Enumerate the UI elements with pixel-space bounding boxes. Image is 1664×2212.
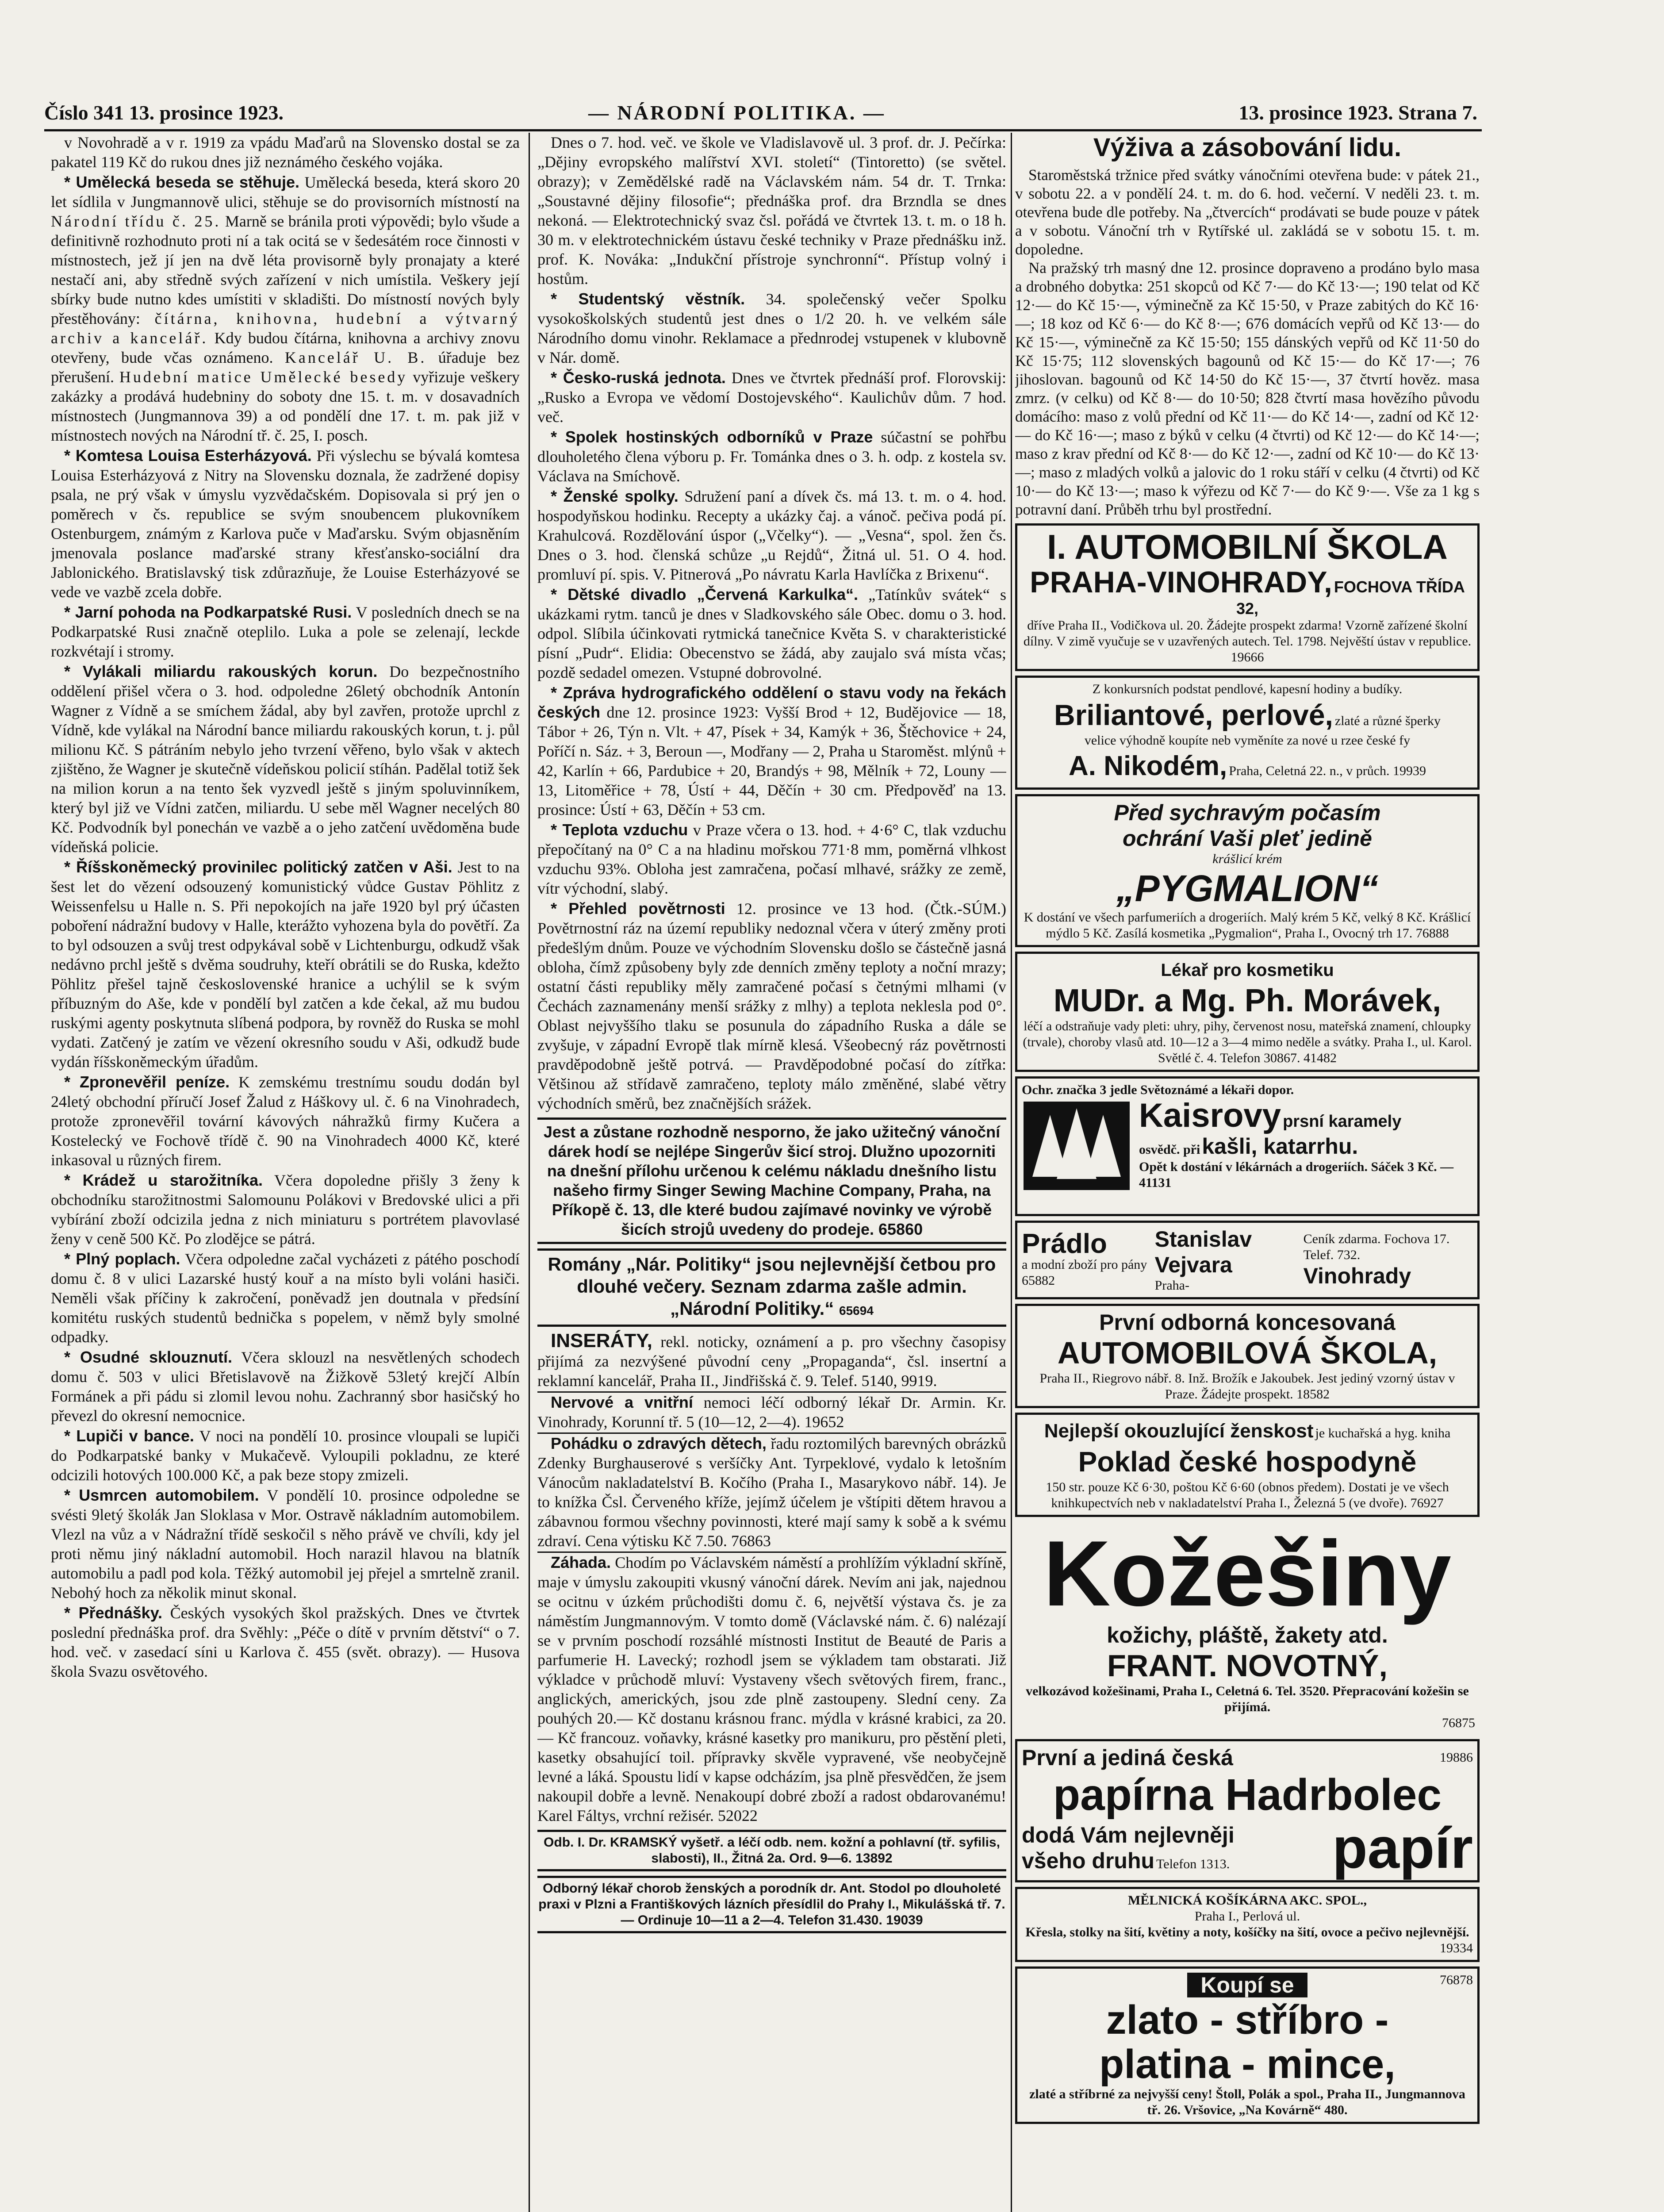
ad-number: 76875 (1442, 1716, 1475, 1730)
ad-text: Ochr. značka 3 jedle Světoznámé a lékaři dopor. (1022, 1083, 1294, 1097)
ad-koupi-se (1015, 1966, 1480, 2124)
ad-title: Nejlepší okouzlující ženskost (1044, 1420, 1314, 1442)
news-text: „Tatínkův svátek“ s ukázkami rytm. tanců je dnes v Sladkovského sále Obec. domu o 3. hod. odpol. Slíbila účinkovati rytmická tanečnice Květa S. v charakteristické písní „Pudr“. Elidia: Obecenstvo se žádá, aby zaujalo svá místa včas; pozdě sedadel omezen. Vstupné dobrovolné. (537, 586, 1006, 681)
column-divider-2 (1011, 133, 1012, 2212)
romany-notice (537, 1248, 1006, 1327)
news-heading: * Spolek hostinských odborníků v Praze (551, 428, 873, 446)
news-item-jarni-pohoda (51, 603, 520, 661)
news-text: Včera dopoledne přišly 3 ženy k obchodníku starožitnostmi Salomounu Polákovi v Bredovské ulici a při vybírání zboží odcizila jedna z nich miniaturu s portrétem plavovlasé ženy v ceně 500 Kč. Po zlodějce se pátrá. (51, 1171, 520, 1248)
news-text: Sdružení paní a dívek čs. má 13. t. m. o 4. hod. hospodyňskou hodinku. Recepty a ukázky čaj. a vánoč. pečiva podá pí. Krahulcová. Rozdělování úspor („Včelky“). — „Vesna“, spol. žen čs. Dnes o 3. hod. členská schůze „u Rejdů“, Žitná ul. 51. O 4. hod. promluví pí. spis. V. Pitnerová „Po návratu Karla Havlíčka z Brixenu“. (537, 488, 1006, 583)
ad-title: I. AUTOMOBILNÍ ŠKOLA (1047, 527, 1448, 566)
news-heading: Pohádku o zdravých dětech, (551, 1434, 767, 1452)
news-item-zpronevera (51, 1072, 520, 1170)
column-2 (537, 133, 1006, 2212)
news-heading: * Říšskoněmecký provinilec politický zatčen v Aši. (64, 858, 452, 876)
ad-text: zlaté a různé šperky (1334, 714, 1441, 728)
ad-moravek (1015, 952, 1480, 1072)
news-text: rekl. noticky, oznámení a p. pro všechny časopisy přijímá za nezvýšené původní ceny „Propaganda“, čsl. insertní a reklamní kancelář, Praha II., Jindřišská č. 9. Telef. 5140, 9919. (537, 1333, 1006, 1390)
ad-text: kožichy, pláště, žakety atd. (1107, 1623, 1388, 1647)
news-heading: * Zpronevěřil peníze. (64, 1073, 230, 1091)
news-text: Včera sklouzl na nesvětlených schodech domu č. 503 v ulici Břetislavově na Žižkově 53letý krejčí Albín Formánek a při pádu si zlomil levou nohu. Zachranný sbor hasičský ho převezl do okresní nemocnice. (51, 1348, 520, 1425)
news-item-umelecka-beseda (51, 173, 520, 445)
ad-text: kašli, katarrhu. (1202, 1134, 1358, 1159)
news-heading: * Umělecká beseda se stěhuje. (64, 173, 300, 191)
news-item-sklouznuti (51, 1348, 520, 1425)
trznice-paragraph: Staroměstská tržnice před svátky vánočními otevřena bude: v pátek 21., v sobotu 22. a v pondělí 24. t. m. do 6. hod. večerní. V neděli 23. t. m. otevřena bude dle potřeby. Na „čtvercích“ prodávati se bude pouze v pátek a v sobotu. Vánoční trh v Rytířské ul. zakládá se v sobotu 15. t. m. dopoledne. (1015, 166, 1480, 258)
ad-brand: Prádlo (1022, 1229, 1107, 1259)
news-text: súčastní se pohřbu dlouholetého člena výboru p. Fr. Tománka dnes o 3. h. odp. z kostela sv. Václava na Smíchově. (537, 428, 1006, 485)
news-text: Marně se bránila proti výpovědi; bylo všude a definitivně rozhodnuto proti ní a tak ocitá se v šedesátém roce činnosti v místnostech, jež jí jen na dvě léta provisorně byly pronajaty a které nestačí ani, aby středně svých zařízení v nich umístila. Veškery její sbírky bude nutno kdes umístiti v skladišti. Do místností nových byly přestěhovány: (51, 212, 520, 327)
page-header (44, 101, 1477, 127)
ad-text: léčí a odstraňuje vady pleti: uhry, pihy, červenost nosu, mateřská znamení, chloupky (trvale), choroby vlasů atd. 10—12 a 3—4 mimo neděle a svátky. Praha I., ul. Karol. Světlé č. 4. Telefon 30867. 41482 (1023, 1019, 1472, 1065)
ad-brand: papírna Hadrbolec (1053, 1770, 1442, 1820)
news-text: Jest to na šest let do vězení odsouzený komunistický vůdce Gustav Pöhlitz z Weissenfelsu u Halle n. S. Při nepokojích na jaře 1920 byl prý účasten poboření nádražní budovy v Halle, kterážto vyhozena byla do povětří. Za to byl odsouzen a svůj trest odpykával sobě v Lichtenburgu, odkudž však nedávno prchl ještě s dvěma soudruhy, kteří obrátili se do Ruska, kdežto Pöhlitz přešel tajně československé hranice a uchýlil se k svým příbuzným do Aše, kde v pondělí byl zatčen a kde čekal, až mu budou ruskými agenty poskytnuta slíbená podpora, by rovněž do Ruska se mohl vydati. Zatčený je zatím ve vězení okresního soudu v Aši, odkudž bude vydán říšskoněmeckým úřadům. (51, 858, 520, 1071)
ad-text: Praha- (1154, 1278, 1189, 1293)
ad-text: Opět k dostání v lékárnách a drogeriích. Sáček 3 Kč. — 41131 (1139, 1160, 1454, 1190)
column-1 (51, 133, 520, 2212)
ad-text: K dostání ve všech parfumeriích a drogeriích. Malý krém 5 Kč, velký 8 Kč. Krášlicí mýdlo 5 Kč. Zasílá kosmetika „Pygmalion“, Praha I., Ovocný trh 17. 76888 (1024, 910, 1471, 941)
news-heading: * Jarní pohoda na Podkarpatské Rusi. (64, 603, 352, 621)
ad-text: velkozávod kožešinami, Praha I., Celetná 6. Tel. 3520. Přepracování kožešin se přijímá. (1026, 1684, 1469, 1714)
ad-hadrbolec (1015, 1739, 1480, 1882)
news-heading: * Komtesa Louisa Esterházyová. (64, 446, 312, 465)
page-info: 13. prosince 1923. Strana 7. (1238, 101, 1477, 124)
ad-address: Praha, Celetná 22. n., v průch. 19939 (1229, 764, 1426, 778)
ad-brand: platina - mince, (1099, 2042, 1396, 2087)
news-text: Kancelář U. B. (284, 349, 427, 366)
news-text: V noci na pondělí 10. prosince vloupali se lupiči do Podkarpatské banky v Mukačevě. Vyloupili pokladnu, ze které odcizili hotových 100.000 Kč, a pak beze stopy zmizeli. (51, 1427, 520, 1484)
news-text: vyřizuje veškery zakázky a prodává hudebniny do soboty dne 15. t. m. v dosavadních místnostech (Jungmannova 39) a od pondělí dne 17. t. m. pak již v místnostech nových na Národní tř. č. 25, I. posch. (51, 368, 520, 444)
ad-text: Telefon 1313. (1156, 1857, 1230, 1871)
news-item-prednasky (51, 1603, 520, 1681)
notice-text: Romány „Nár. Politiky“ jsou nejlevnější četbou pro dlouhé večery. Seznam zdarma zašle admin. „Národní Politiky.“ (548, 1254, 996, 1319)
news-heading: * Krádež u starožitníka. (64, 1171, 263, 1189)
ad-text: a modní zboží pro pány 65882 (1022, 1257, 1147, 1288)
news-text: 34. společenský večer Spolku vysokoškolských studentů jest dnes o 1/2 20. h. ve velkém sále Národního domu vinohr. Reklamace a přednrodej vstupenek v klubovně v Nár. domě. (537, 290, 1006, 366)
ad-text: prsní karamely (1283, 1112, 1402, 1131)
column-3 (1015, 133, 1480, 2212)
ad-brand-papir: papír (1332, 1816, 1473, 1880)
ad-brand: Poklad české hospodyně (1078, 1446, 1417, 1478)
ad-brand: Kaisrovy (1139, 1097, 1281, 1134)
ad-brand: Kožešiny (1043, 1521, 1451, 1625)
ad-text: Ceník zdarma. Fochova 17. Telef. 732. (1303, 1232, 1450, 1262)
ad-brand: A. Nikodém, (1068, 751, 1227, 781)
stodol-ad: Odborný lékař chorob ženských a porodník dr. Ant. Stodol po dlouholeté praxi v Plzni a Františkových lázních přesídlil do Prahy I., Mikulášská tř. 7. — Ordinuje 10—11 a 2—4. Telefon 31.430. 19039 (537, 1876, 1006, 1933)
ad-title: Stanislav Vejvara (1154, 1227, 1252, 1277)
news-heading: * Vylákali miliardu rakouských korun. (64, 662, 378, 680)
news-text: v Praze včera o 13. hod. + 4·6° C, tlak vzduchu přepočítaný na 0° C a na hladinu mořskou 771·8 mm, poměrná vlhkost vzduchu 93%. Obloha jest zamračena, počasí mlhavé, srážky ze země, vítr východní, slabý. (537, 821, 1006, 897)
ad-slogan: Před sychravým počasím (1114, 800, 1381, 825)
news-heading: * Zpráva hydrografického oddělení o stavu vody na řekách českých (537, 684, 1006, 721)
ad-number: 19886 (1440, 1750, 1473, 1765)
news-heading: * Lupiči v bance. (64, 1427, 194, 1445)
fir-trees-icon (1024, 1102, 1130, 1190)
news-heading: * Usmrcen automobilem. (64, 1486, 259, 1504)
news-text: dne 12. prosince 1923: Vyšší Brod + 12, Budějovice — 18, Tábor + 26, Týn n. Vlt. + 47, Písek + 34, Kamýk + 36, Štěchovice + 24, Poříčí n. Sáz. + 3, Beroun —, Modřany — 2, Praha u Staroměst. mlýnů + 42, Karlín + 66, Pardubice + 20, Brandýs + 98, Mělník + 72, Louny — 13, Litoměřice + 78, Ústí + 44, Děčín + 30 cm. Předpověď na 13. prosince: Ústí + 63, Děčín + 53 cm. (537, 703, 1006, 818)
news-item-studentsky (537, 289, 1006, 367)
ad-number: 19334 (1440, 1941, 1473, 1955)
news-item-usmrcen (51, 1486, 520, 1602)
ad-title: Lékař pro kosmetiku (1161, 960, 1334, 980)
ad-text: krášlicí krém (1212, 852, 1282, 866)
news-heading: Záhada. (551, 1553, 611, 1571)
news-item-lupici (51, 1426, 520, 1485)
news-item-nervove (537, 1391, 1006, 1432)
news-text: Dnes ve čtvrtek přednáší prof. Florovskij: „Rusko a Evropa ve vědomí Dostojevského“. Kaulichův dům. 7 hod. več. (537, 369, 1006, 426)
ad-kozesiny (1015, 1521, 1480, 1735)
ad-kosikarna (1015, 1887, 1480, 1962)
ad-text: dříve Praha II., Vodičkova ul. 20. Žádejte prospekt zdarma! Vzorně zařízené školní dílny. V zimě vyučuje se v uzavřených autech. Tel. 1798. Nejvěští ústav v republice. 19666 (1023, 618, 1472, 664)
ad-brand: zlato - stříbro - (1106, 1997, 1389, 2043)
ad-text: Praha II., Riegrovo nábř. 8. Inž. Brožík e Jakoubek. Jest jediný vzorný ústav v Praze. Žádejte prospekt. 18582 (1039, 1371, 1455, 1402)
news-text: K zemskému trestnímu soudu dodán byl 24letý obchodní příručí Josef Žalud z Háškovy ul. č. 6 na Vinohradech, protože zpronevěřil tovární kávových náhražků firmy Kučera a Kostelecký ve Fochově třídě č. 90 na Vinohradech 4000 Kč, které inkasoval u různých firem. (51, 1073, 520, 1169)
news-item-teplota (537, 820, 1006, 898)
singer-notice (537, 1118, 1006, 1244)
ad-text: Praha I., Perlová ul. (1194, 1909, 1300, 1924)
ad-title: MĚLNICKÁ KOŠÍKÁRNA AKC. SPOL., (1127, 1893, 1367, 1908)
news-item-poplach (51, 1249, 520, 1347)
news-item-povetrnost (537, 899, 1006, 1113)
ad-text: je kuchařská a hyg. kniha (1315, 1426, 1451, 1440)
news-heading: * Dětské divadlo „Červená Karkulka“. (551, 585, 859, 603)
ad-poklad (1015, 1413, 1480, 1517)
ad-text: všeho druhu (1022, 1848, 1155, 1873)
ad-address: FOCHOVA TŘÍDA 32, (1236, 578, 1465, 618)
ad-brand: MUDr. a Mg. Ph. Morávek, (1053, 983, 1442, 1018)
news-text: V pondělí 10. prosince odpoledne se svésti 9letý školák Jan Sloklasa v Mor. Ostravě nákladním automobilem. Vlezl na vůz a v Nádražní třídě seskočil s něho právě ve chvíli, kdy jel proti němu jiný nákladní automobil. Hoch narazil hlavou na blatník automobilu a padl pod kola. Těžký automobil jej přejel a smrtelně zranil. Nebohý hoch za několik minut skonal. (51, 1486, 520, 1601)
news-text: nemoci léčí odborný lékař Dr. Armin. Kr. Vinohrady, Korunní tř. 5 (10—12, 2—4). 19652 (537, 1394, 1006, 1431)
news-heading: * Osudné sklouznutí. (64, 1348, 232, 1366)
ad-title: První a jediná česká (1022, 1745, 1234, 1770)
column-divider-1 (529, 133, 530, 2212)
news-heading: * Studentský věstník. (551, 290, 745, 308)
ad-text: osvědč. při (1139, 1142, 1200, 1157)
notice-text: Jest a zůstane rozhodně nesporno, že jako užitečný vánoční dárek hodí se nejlépe Singerův šicí stroj. Dlužno upozorniti na dnešní přílohu určenou k celému nákladu dnešního listu našeho firmy Singer Sewing Machine Company, Praha, na Příkopě č. 13, dle které budou zajímavé novinky ve výrobě šicích strojů uvedeny do prodeje. (543, 1123, 1001, 1238)
news-text: Národní třídu č. 25. (51, 212, 221, 230)
news-text: V posledních dnech se na Podkarpatské Rusi značně oteplilo. Luka a pole se zelenají, leckde rozkvétají i stromy. (51, 603, 520, 660)
ad-title: FRANT. NOVOTNÝ, (1107, 1648, 1388, 1683)
ad-automobilova-skola (1015, 1304, 1480, 1408)
news-paragraph: v Novohradě a v r. 1919 za vpádu Maďarů na Slovensko dostal se za pakatel 119 Kč do rukou dnes již neznámého českého vojáka. (51, 134, 520, 171)
ad-slogan: ochrání Vaši pleť jedině (1123, 826, 1372, 851)
ad-title: Koupí se (1187, 1973, 1307, 1997)
news-text: Českých vysokých škol pražských. Dnes ve čtvrtek poslední přednáška prof. dra Svěhly: „Péče o dítě v prvním dětství“ o 7. hod. več. v zasedací síni u Karlova č. 455 (svět. obrazy). — Husova škola Svazu osvětového. (51, 1604, 520, 1680)
ad-text: zlaté a stříbrné za nejvyšší ceny! Štoll, Polák a spol., Praha II., Jungmannova tř. 26. Vršovice, „Na Kovárně“ 480. (1029, 2087, 1465, 2117)
ad-text: 150 str. pouze Kč 6·30, poštou Kč 6·60 (obnos předem). Dostati je ve všech knihkupectvích neb v nakladatelství Praha I., Železná 5 (ve dvoře). 76927 (1046, 1480, 1449, 1510)
news-item-kradez (51, 1171, 520, 1248)
ad-text: Vinohrady (1303, 1263, 1411, 1288)
news-text: úřaduje bez přerušení. (51, 349, 520, 386)
ad-nikodem (1015, 676, 1480, 790)
news-text: 12. prosince ve 13 hod. (Čtk.-SÚM.) Povětrnostní ráz na území republiky nedoznal včera v úterý změny proti předešlým dnům. Pouze ve východním Slovensku došlo se částečně jasná obloha, čímž způsobeny byly zde denních změny teploty a noční mrazy; ostatní části republiky měly zamračené počasí s četnými mlhami (v Čechách zaznamenány menší srážky z mlhy) a teplota neklesla pod 0°. Oblast nejvyššího tlaku se posunula do západního Ruska a dále se zvyšuje, v západní Evropě tlak mírně klesá. Všeobecný ráz povětrnosti pravděpodobně ještě potrvá. — Pravděpodobné počasí do zítřka: Většinou až střídavě zamračeno, teploty málo změněné, slabé větry východních směrů, bez značnějších srážek. (537, 900, 1006, 1112)
news-text: Hudební matice Umělecké besedy (119, 368, 408, 386)
news-text: Chodím po Václavském náměstí a prohlížím výkladní skříně, maje v úmyslu zakoupiti vkusný vánoční dárek. Nevím ani jak, najednou se ocitnu v úzkém průchodišti domu č. 6, největší výstava čs. je za náměstím Jungmannovým. V tomto domě (Václavské nám. č. 6) nalézají se v prvním poschodí rozsáhlé místnosti Institut de Beauté de Paris a parfumerie H. Lavecký; rozhodl jsem se výkladem tam obstarati. Již výkladce v průchodě mluví: Vystaveny všech světových firem, franc., anglických, amerických, jsou zde plně zastoupeny. Slední ceny. Za pouhých 20.— Kč dostanu krásnou franc. mýdla v krásné krabici, za 20.— Kč francouz. voňavky, krásné kasetky pro manikuru, pro pěstění pleti, kasetky obsahující toil. přípravky skvěle vypravené, vše neobyčejně levné a láká. Spoustu lidí v kapse odcházím, jsa plně přesvědčen, že jsem nakoupil dobře a levně. Nenakoupí dobré zboží a radost obdarovanému! Karel Fáltys, vrchní režisér. 52022 (537, 1554, 1006, 1824)
news-item-hydro (537, 683, 1006, 819)
ad-title: První odborná koncesovaná (1099, 1310, 1396, 1335)
ad-subtitle: PRAHA-VINOHRADY, (1030, 565, 1332, 599)
news-heading: * Přehled povětrnosti (551, 899, 725, 918)
issue-info: Číslo 341 13. prosince 1923. (44, 101, 284, 124)
ad-brand: AUTOMOBILOVÁ ŠKOLA, (1057, 1336, 1438, 1370)
ad-vejvara (1015, 1221, 1480, 1299)
news-text: Umělecká beseda, která skoro 20 let sídlila v Jungmannově ulici, stěhuje se do provisorních místností na (51, 173, 520, 211)
news-heading: * Ženské spolky. (551, 487, 679, 505)
ad-kaisrovy (1015, 1076, 1480, 1216)
news-text: řadu roztomilých barevných obrázků Zdenky Burghauserové s veršíčky Ant. Tyrpeklové, vydalo k letošním Vánocům nakladatelství B. Kočího (Praha I., Masarykovo nábř. 14). Je to knížka Čsl. Červeného kříže, jejímž účelem je vštípiti dětem hravou a zábavnou formou všechny povinnosti, které mají samy k sobě a k svému zdraví. Cena výtisku Kč 7.50. 76863 (537, 1435, 1006, 1550)
notice-number: 65694 (839, 1304, 874, 1317)
news-item-esterhazy (51, 446, 520, 602)
ad-title: Briliantové, perlové, (1054, 699, 1333, 731)
ad-text: Z konkursních podstat pendlové, kapesní hodiny a budíky. (1092, 682, 1403, 696)
news-item-zenske-spolky (537, 487, 1006, 584)
header-rule (44, 129, 1482, 131)
news-heading: * Teplota vzduchu (551, 821, 688, 839)
ad-automobilni-skola (1015, 523, 1480, 671)
news-item-pohadka (537, 1432, 1006, 1551)
kramsky-ad: Odb. I. Dr. KRAMSKÝ vyšetř. a léčí odb. nem. kožní a pohlavní (tř. syfilis, slabosti), II., Žitná 2a. Ord. 9—6. 13892 (537, 1830, 1006, 1871)
news-paragraph: Dnes o 7. hod. več. ve škole ve Vladislavově ul. 3 prof. dr. J. Pečírka: „Dějiny evropského malířství XVI. století“ (Tintoretto) (se světel. obrazy); v Zemědělské radě na Václavském nám. 54 dr. T. Trnka: „Soustavné dějiny filosofie“; přednáška prof. dra Brzndla se dnes nekoná. — Elektrotechnický svaz čsl. pořádá ve čtvrtek 13. t. m. o 18 h. 30 m. v elektrotechnickém ústavu české techniky v Praze přednášku inž. prof. K. Nováka: „Indukční přístroje synchronní“. Přístup volný i hostům. (537, 134, 1006, 288)
news-heading: * Česko-ruská jednota. (551, 369, 726, 387)
newspaper-title: — NÁRODNÍ POLITIKA. — (588, 101, 886, 124)
news-text: čítárna, knihovna, hudební a výtvarný archiv a kancelář. (51, 310, 520, 347)
trh-masny-paragraph: Na pražský trh masný dne 12. prosince dopraveno a prodáno bylo masa a drobného dobytka: 251 skopců od Kč 7·— do Kč 13·—; 190 telat od Kč 12·— do Kč 15·—, výminečně za Kč 15·50, v Praze zabitých do Kč 16·—; 18 koz od Kč 6·— do Kč 8·—; 676 domácích vepřů od Kč 13·— do Kč 15·—, výminečně za Kč 15·50; 155 dánských vepřů od Kč 11·50 do Kč 15·75; 112 slovenských bagounů od Kč 15·— do Kč 17·—; 76 jihoslovan. bagounů od Kč 14·50 do Kč 15·—, 37 čtvrtí hověz. masa zmrz. (v celku) od Kč 8·— do 10·50; 828 čtvrtí masa hovězího původu domácího: maso z volů přední od Kč 11·— do Kč 14·—, zadní od Kč 12·— do Kč 16·—; maso z býků v celku (4 čtvrti) od Kč 12·— do Kč 14·—; maso z krav přední od Kč 8·— do Kč 12·—, zadní od Kč 10·— do Kč 13·—; maso z mladých volků a jalovic do 1 roku stáří v celku (4 čtvrti) od Kč 10·— do Kč 13·—; maso k výřezu od Kč 7·— do Kč 9·—. Vše za 1 kg s potravní daní. Průběh trhu byl prostřední. (1015, 259, 1480, 518)
news-text: Včera odpoledne začal vycházeti z pátého poschodí domu č. 8 v ulici Lazarské hustý kouř a na místo byli voláni hasiči. Neměli však příčiny k zakročení, poněvadž jen doutnala v předsíní komitétu ruských studentů bednička s popelem, v němž byly smolné odpadky. (51, 1250, 520, 1346)
news-heading: Nervové a vnitřní (551, 1393, 693, 1411)
ad-text: velice výhodně koupíte neb vyměníte za nové u rzee české fy (1084, 733, 1411, 748)
ad-text: dodá Vám nejlevněji (1022, 1823, 1235, 1847)
news-item-hostinsti (537, 427, 1006, 486)
news-item-provinilec (51, 857, 520, 1071)
news-item-inseraty (537, 1331, 1006, 1390)
news-heading: * Přednášky. (64, 1604, 163, 1622)
news-item-detske-divadlo (537, 585, 1006, 682)
news-text: Při výslechu se bývalá komtesa Louisa Esterházyová z Nitry na Slovensku doznala, že zadržené dopisy psala, ne prý však v úmyslu vyzvědačském. Dopisovala si prý jen o poměrech v čs. republice se svým snoubencem plukovníkem Ostenburgem, známým z Karlova puče v Maďarsku. Svým objasněním jmenovala poslance maďarské strany křesťansko-sociální dra Jablonického. Bratislavský tisk zdůrazňuje, že Louise Esterházyové se vede ve vazbě zcela dobře. (51, 447, 520, 601)
news-heading: INSERÁTY, (551, 1330, 652, 1352)
notice-number: 65860 (878, 1220, 923, 1238)
ad-pygmalion (1015, 794, 1480, 947)
ad-number: 76878 (1440, 1973, 1473, 1987)
ad-text: Křesla, stolky na šití, květiny a noty, košíčky na šití, ovoce a pečivo nejlevnější. (1025, 1925, 1469, 1939)
news-text: Kdy budou čítárna, knihovna a archivy znovu otevřeny, bude včas oznámeno. (51, 329, 520, 366)
ad-brand: „PYGMALION“ (1116, 868, 1379, 909)
news-item-cesko-ruska (537, 368, 1006, 426)
section-title: Výživa a zásobování lidu. (1093, 133, 1402, 162)
news-heading: * Plný poplach. (64, 1250, 180, 1268)
news-item-zahada (537, 1551, 1006, 1825)
news-text: Do bezpečnostního oddělení přišel včera o 3. hod. odpoledne 26letý obchodník Antonín Wagner z Vídně a se smíchem žádal, aby byl zavřen, protože uprchl z Vídně, kde vylákal na Národní bance miliardu rakouských korun, t. j. půl milionu Kč. S pátráním nebylo jeho tvrzení věřeno, bylo však v aktech zjištěno, že Wagner je skutečně vídeňskou policií stíhán. Padělal totiž šek na milion korun a na tento šek vyzvedl ještě s jiným spoluvinníkem, který byl již ve Vídni zatčen, miliardu. U sebe měl Wagner necelých 80 Kč. Podvodník byl ponechán ve vazbě a o jeho zatčení uvědoměna bude vídeňská policie. (51, 663, 520, 856)
news-item-miliarda (51, 662, 520, 856)
